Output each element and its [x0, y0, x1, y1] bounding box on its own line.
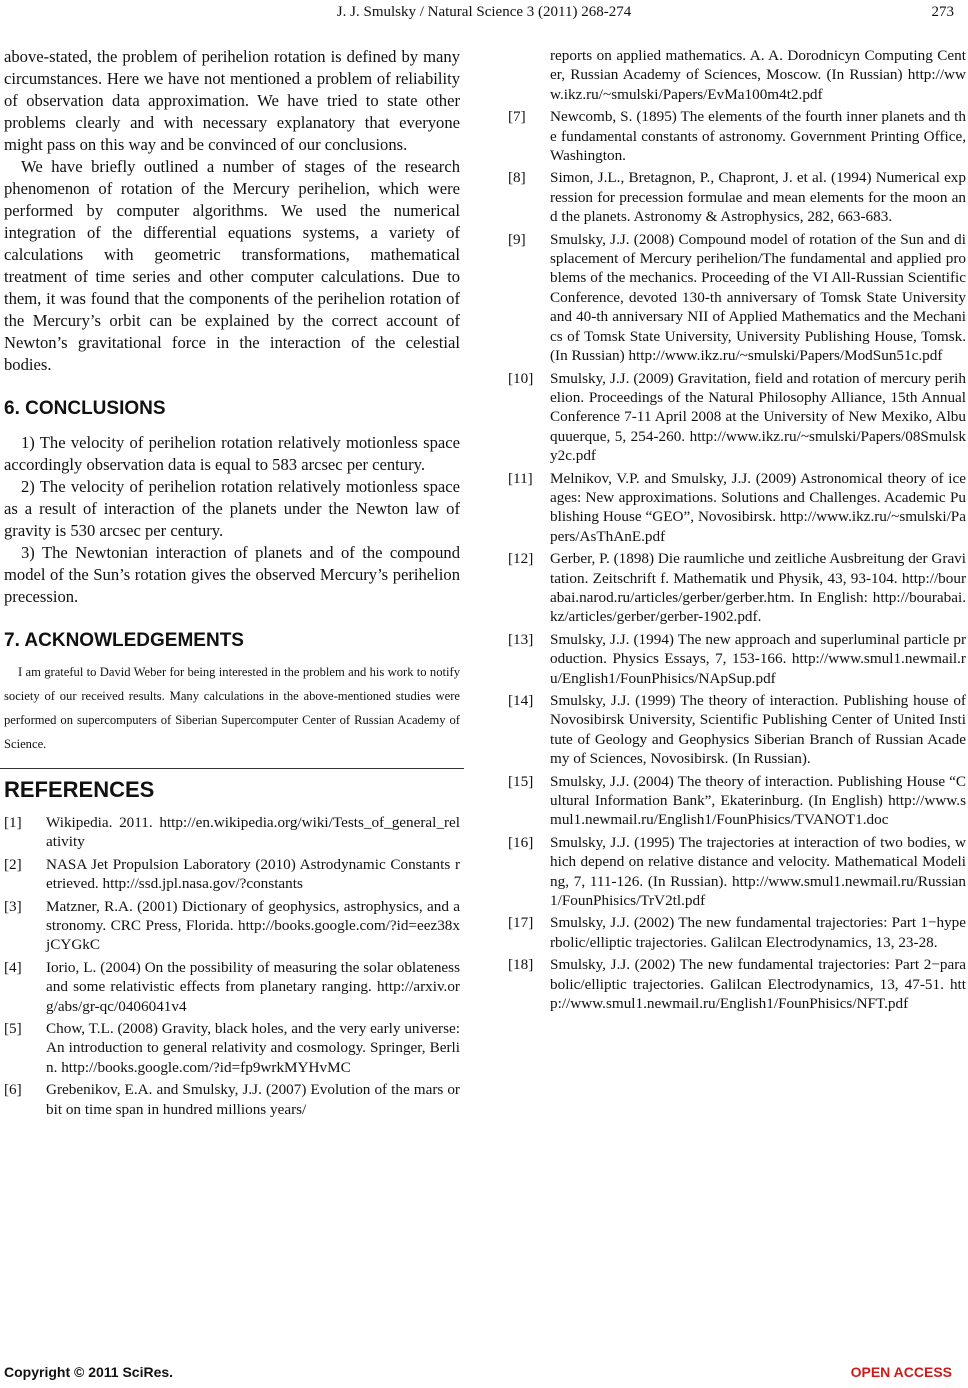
reference-item [508, 630, 966, 688]
reference-number: [15] [508, 772, 534, 790]
open-access-badge: OPEN ACCESS [850, 1364, 952, 1380]
reference-item [508, 369, 966, 466]
reference-item [508, 772, 966, 830]
reference-list-right [508, 46, 966, 1014]
conclusion-item: 1) The velocity of perihelion rotation relatively motionless space accordingly observation data is equal to 583 arcsec per century. [4, 433, 460, 474]
reference-item [508, 913, 966, 952]
reference-item [508, 549, 966, 627]
reference-item [508, 691, 966, 769]
reference-number: [18] [508, 956, 534, 974]
section-heading-conclusions: 6. CONCLUSIONS [4, 398, 166, 419]
reference-list-left [4, 813, 460, 1119]
reference-item [4, 1019, 460, 1077]
right-column [508, 46, 966, 1017]
reference-text: Matzner, R.A. (2001) Dictionary of geophysics, astrophysics, and astronomy. CRC Press, Florida. http://books.google.com/?id=eez38xjCYGkC [46, 897, 460, 954]
reference-number: [2] [4, 855, 22, 873]
section-heading-references: REFERENCES [4, 777, 155, 802]
reference-text: Grebenikov, E.A. and Smulsky, J.J. (2007) Evolution of the mars orbit on time span in hundred millions years/ [46, 1081, 460, 1118]
reference-number: [5] [4, 1020, 22, 1038]
reference-number: [12] [508, 550, 534, 568]
reference-text: Iorio, L. (2004) On the possibility of measuring the solar oblateness and some relativistic effects from planetary ranging. http://arxiv.org/abs/gr-qc/0406041v4 [46, 958, 460, 1015]
reference-number: [4] [4, 958, 22, 976]
paragraph: We have briefly outlined a number of stages of the research phenomenon of rotation of the Mercury perihelion, which were performed by computer algorithms. We used the numerical integration of the differential equations systems, a variety of calculations with geometric transformations, mathematical treatment of time series and other computer calculations. Due to them, it was found that the components of the perihelion rotation of the Mercury’s orbit can be explained by the correct account of Newton’s gravitational force in the interaction of the celestial bodies. [4, 157, 460, 374]
running-header: J. J. Smulsky / Natural Science 3 (2011) 268-274 [336, 4, 632, 20]
reference-number [508, 46, 550, 104]
reference-number: [1] [4, 814, 22, 831]
reference-item [4, 897, 460, 955]
reference-item [508, 168, 966, 226]
section-heading-acknowledgements: 7. ACKNOWLEDGEMENTS [4, 630, 244, 651]
conclusion-item: 3) The Newtonian interaction of planets and of the compound model of the Sun’s rotation gives the observed Mercury’s perihelion precession. [4, 543, 460, 606]
divider [0, 768, 464, 769]
acknowledgement-text: I am grateful to David Weber for being interested in the problem and his work to notify society of our received results. Many calculations in the above-mentioned studies were performed on supercomputers of Siberian Supercomputer Center of Russian Academy of Science. [4, 665, 460, 751]
reference-item [4, 958, 460, 1016]
reference-text: Smulsky, J.J. (2004) The theory of interaction. Publishing House “Cultural Information Bank”, Ekaterinburg. (In English) http://www.smul1.newmail.ru/English1/FounPhisics/TVANOT1.doc [550, 772, 966, 829]
left-column [4, 46, 460, 1122]
conclusion-item: 2) The velocity of perihelion rotation relatively motionless space as a result of interaction of the planets under the Newton law of gravity is 530 arcsec per century. [4, 477, 460, 540]
reference-item [508, 107, 966, 165]
reference-item [508, 230, 966, 366]
reference-text: Simon, J.L., Bretagnon, P., Chapront, J. et al. (1994) Numerical expression for precession formulae and mean elements for the moon and the planets. Astronomy & Astrophysics, 282, 663-683. [550, 169, 966, 226]
reference-text: Smulsky, J.J. (1995) The trajectories at interaction of two bodies, which depend on relative distance and velocity. Mathematical Modeling, 7, 111-126. (In Russian). http://www.smul1.newmail.ru/Russian1/FounPhisics/TrV2tl.pdf [550, 833, 966, 910]
copyright-footer: Copyright © 2011 SciRes. [4, 1364, 174, 1380]
reference-number: [14] [508, 692, 534, 709]
reference-item [508, 833, 966, 911]
reference-item [4, 855, 460, 894]
reference-item [508, 955, 966, 1013]
reference-number: [17] [508, 914, 534, 932]
reference-text: Chow, T.L. (2008) Gravity, black holes, and the very early universe: An introduction to general relativity and cosmology. Springer, Berlin. http://books.google.com/?id=fp9wrkMYHvMC [46, 1020, 460, 1076]
reference-number: [6] [4, 1081, 22, 1099]
reference-text: Smulsky, J.J. (1994) The new approach and superluminal particle production. Physics Essays, 7, 153-166. http://www.smul1.newmail.ru/English1/FounPhisics/NApSup.pdf [550, 630, 966, 687]
reference-text: Newcomb, S. (1895) The elements of the fourth inner planets and the fundamental constants of astronomy. Government Printing Office, Washington. [550, 108, 966, 165]
reference-number: [7] [508, 108, 526, 126]
reference-item [508, 469, 966, 547]
reference-text: Gerber, P. (1898) Die raumliche und zeitliche Ausbreitung der Gravitation. Zeitschrift f. Mathematik und Physik, 43, 93-104. http://bourabai.narod.ru/articles/gerber/gerber.htm. In English: http://bourabai.kz/articles/gerber/gerber-1902.pdf. [550, 550, 966, 626]
reference-number: [9] [508, 230, 526, 248]
reference-text: Smulsky, J.J. (2009) Gravitation, field and rotation of mercury perihelion. Proceedings of the Natural Philosophy Alliance, 15th Annual Conference 7-11 April 2008 at the University of New Mexiko, Albuquuerque, 5, 254-260. http://www.ikz.ru/~smulski/Papers/08Smulsky2c.pdf [550, 369, 966, 465]
reference-number: [11] [508, 469, 533, 487]
reference-number: [16] [508, 833, 534, 851]
reference-text: Smulsky, J.J. (2002) The new fundamental trajectories: Part 1−hyperbolic/elliptic trajectories. Galilcan Electrodynamics, 13, 23-28. [550, 914, 966, 951]
reference-number: [13] [508, 630, 534, 648]
reference-text: reports on applied mathematics. A. A. Dorodnicyn Computing Center, Russian Academy of Sciences, Moscow. (In Russian) http://www.ikz.ru/~smulski/Papers/EvMa100m4t2.pdf [550, 47, 966, 103]
reference-number: [8] [508, 169, 526, 187]
paragraph: above-stated, the problem of perihelion rotation is defined by many circumstances. Here we have not mentioned a problem of reliability of observation data approximation. We have tried to state other problems clearly and with necessary explanatory that everyone might pass on this way and be convinced of our conclusions. [4, 47, 460, 154]
reference-text: Smulsky, J.J. (2002) The new fundamental trajectories: Part 2−parabolic/elliptic trajectories. Galilcan Electrodynamics, 13, 47-51. http://www.smul1.newmail.ru/English1/FounPhisics/NFT.pdf [550, 956, 966, 1013]
reference-item [4, 813, 460, 852]
reference-item [4, 1080, 460, 1119]
reference-text: Wikipedia. 2011. http://en.wikipedia.org/wiki/Tests_of_general_relativity [46, 814, 460, 851]
reference-item [508, 46, 966, 104]
reference-number: [3] [4, 897, 22, 915]
reference-text: NASA Jet Propulsion Laboratory (2010) Astrodynamic Constants retrieved. http://ssd.jpl.nasa.gov/?constants [46, 855, 460, 893]
reference-text: Smulsky, J.J. (2008) Compound model of rotation of the Sun and displacement of Mercury perihelion/The fundamental and applied problems of the mechanics. Proceeding of the VI All-Russian Scientific Conference, devoted 130-th anniversary of Tomsk State University and 40-th anniversary NII of Applied Mathematics and the Mechanics of Tomsk State University, University Publishing House, Tomsk. (In Russian) http://www.ikz.ru/~smulski/Papers/ModSun51c.pdf [550, 230, 966, 365]
reference-text: Melnikov, V.P. and Smulsky, J.J. (2009) Astronomical theory of ice ages: New approximations. Solutions and Challenges. Academic Publishing House “GEO”, Novosibirsk. http://www.ikz.ru/~smulski/Papers/AsThAnE.pdf [550, 469, 966, 545]
reference-number: [10] [508, 369, 534, 387]
reference-text: Smulsky, J.J. (1999) The theory of interaction. Publishing house of Novosibirsk University, Scientific Publishing Center of United Institute of Geology and Geophysics Siberian Branch of Russian Academy of Sciences, Novosibirsk. (In Russian). [550, 692, 966, 768]
page-number: 273 [931, 4, 954, 20]
